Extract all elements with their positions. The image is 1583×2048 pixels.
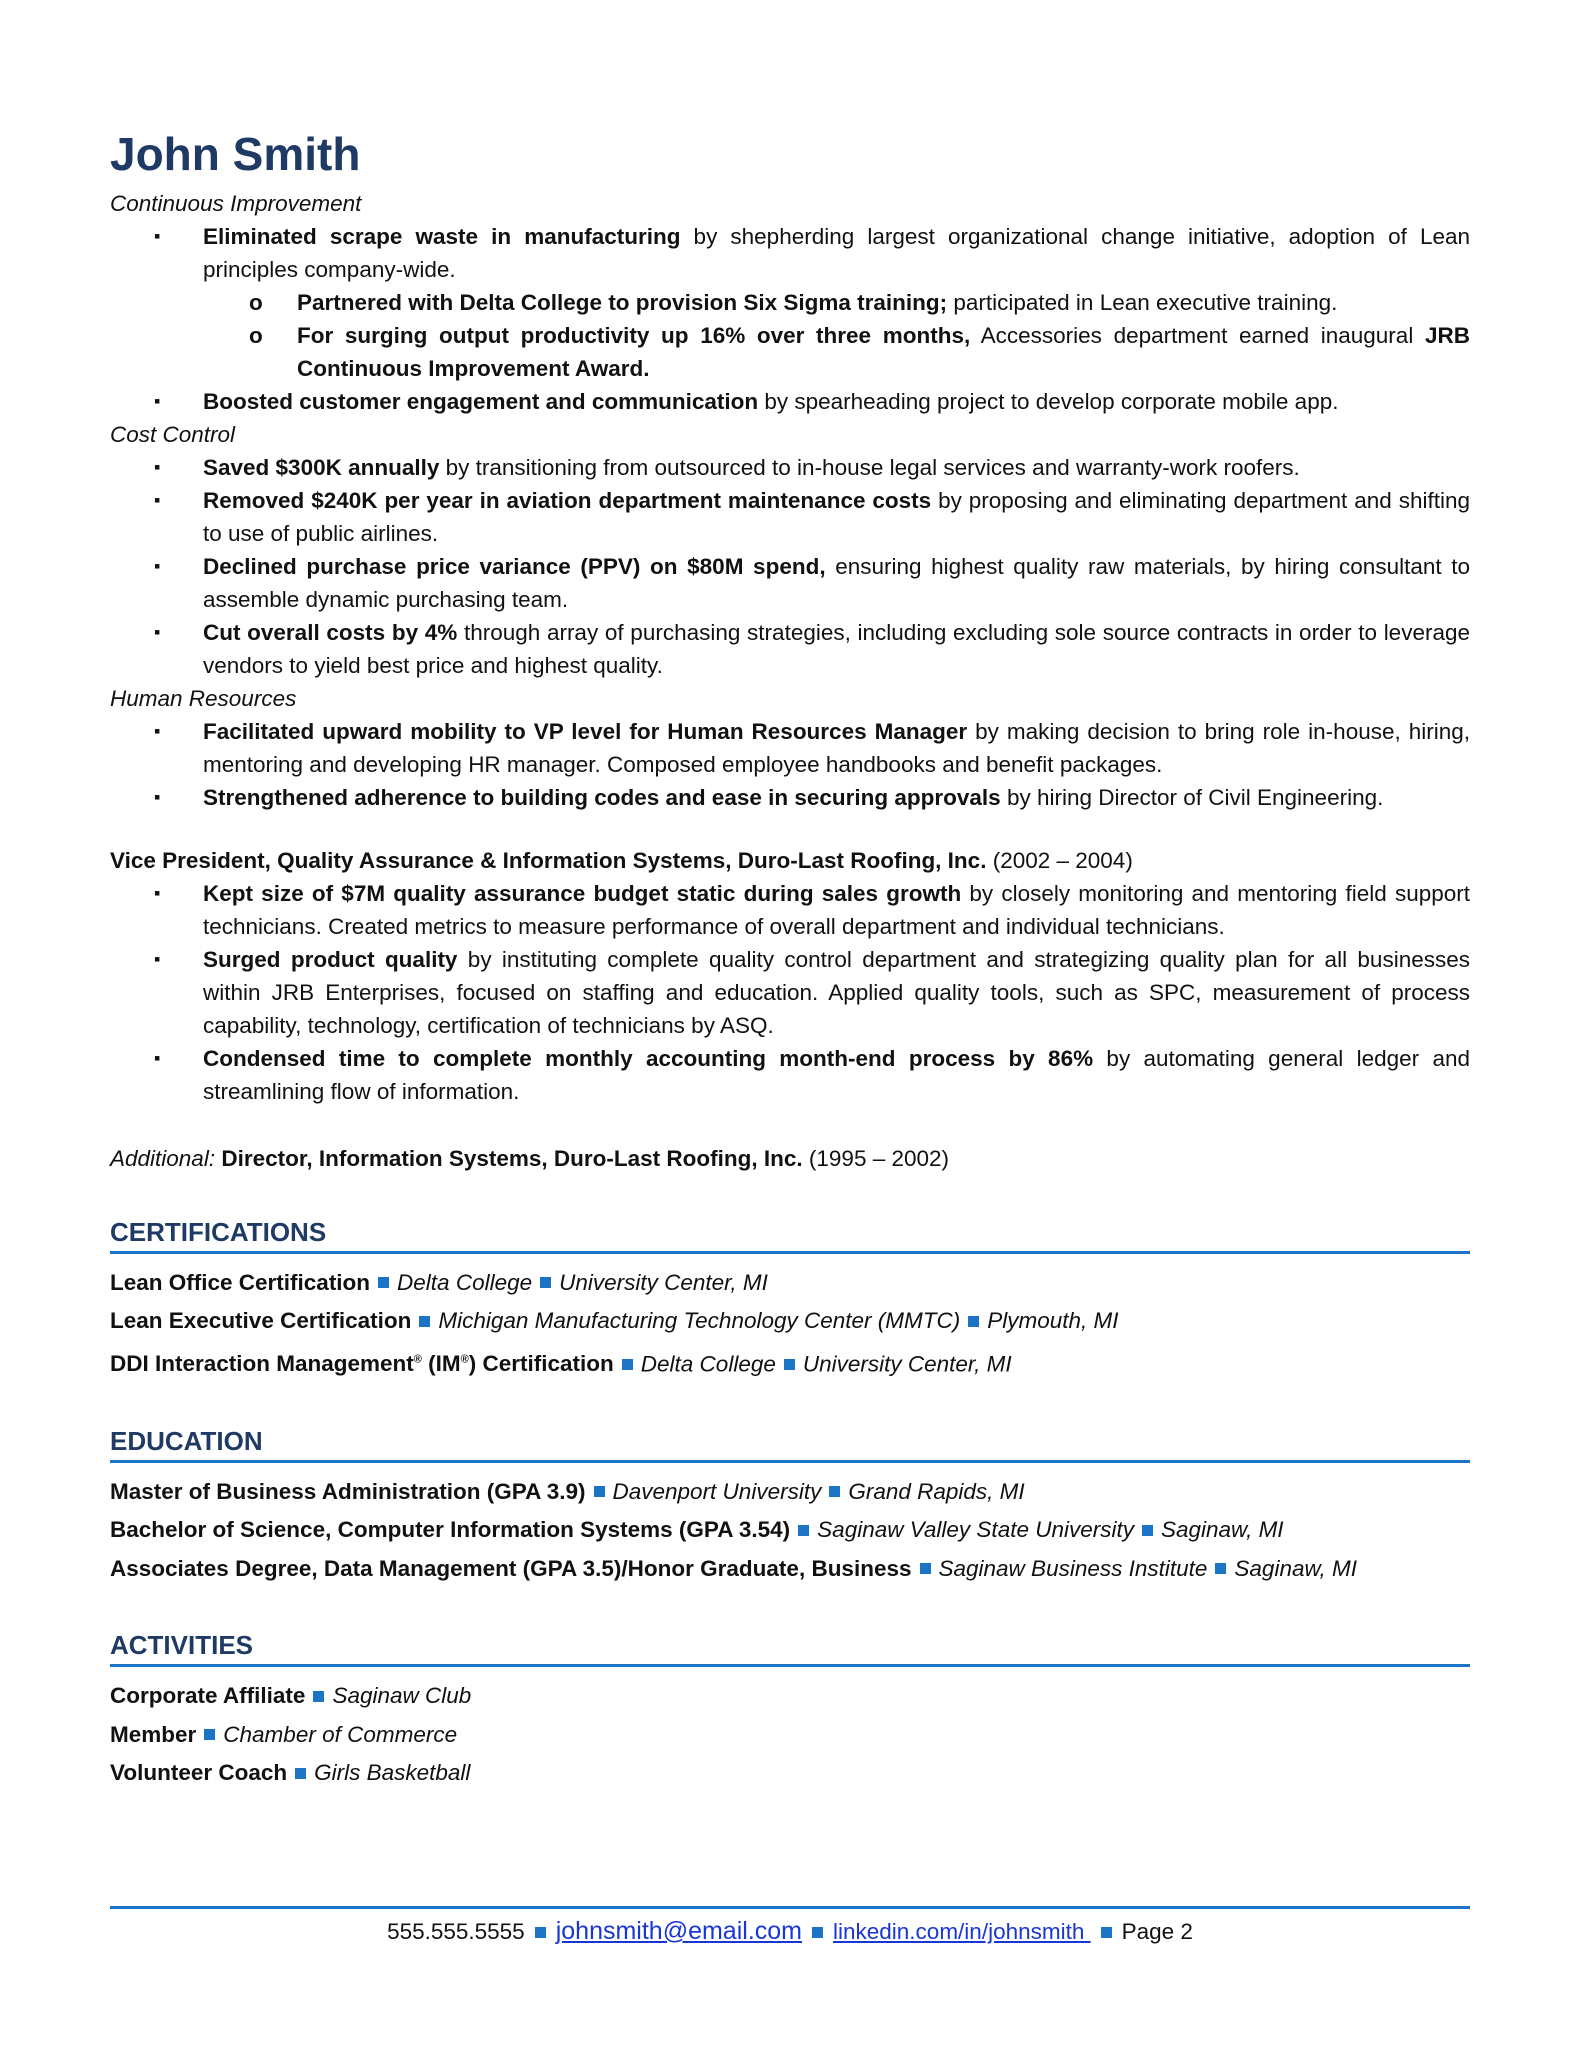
- entry-org: Davenport University: [612, 1478, 822, 1504]
- square-bullet-icon: [313, 1691, 324, 1702]
- certifications-section: [110, 1215, 1470, 1384]
- entry-name: Lean Office Certification: [110, 1269, 371, 1295]
- additional-label: Additional:: [110, 1145, 216, 1171]
- square-bullet-icon: [378, 1277, 389, 1288]
- square-bullet-icon: [204, 1729, 215, 1740]
- bullet-bold: Removed $240K per year in aviation department maintenance costs: [203, 487, 932, 513]
- entry-org: Michigan Manufacturing Technology Center (MMTC): [438, 1308, 961, 1334]
- job-dates: (2002 – 2004): [986, 847, 1133, 873]
- bullet-list: [110, 451, 1470, 682]
- group-cost-control: [110, 418, 1470, 682]
- entry-name-part: (IM: [421, 1351, 461, 1377]
- section-divider: [110, 1460, 1470, 1463]
- entry-place: University Center, MI: [559, 1269, 768, 1295]
- bullet-text: by shepherding largest organizational change initiative, adoption of Lean principles company-wide.: [203, 223, 1470, 282]
- group-heading: Cost Control: [110, 421, 236, 447]
- bullet-bold: Partnered with Delta College to provision Six Sigma training;: [297, 289, 948, 315]
- square-bullet-icon: [540, 1277, 551, 1288]
- list-item: [110, 715, 1470, 781]
- bullet-text: by transitioning from outsourced to in-house legal services and warranty-work roofers.: [439, 454, 1300, 480]
- square-bullet-icon: [1101, 1927, 1112, 1938]
- entry-name: Master of Business Administration (GPA 3.9): [110, 1478, 586, 1504]
- list-item: [110, 781, 1470, 814]
- registered-mark: ®: [460, 1353, 469, 1366]
- entry-place: University Center, MI: [802, 1351, 1012, 1377]
- bullet-bold: Declined purchase price variance (PPV) on $80M spend,: [203, 553, 826, 579]
- activity-entry: [110, 1677, 1470, 1716]
- entry-name: Corporate Affiliate: [110, 1683, 306, 1709]
- square-bullet-icon: [295, 1768, 306, 1779]
- bullet-bold: Boosted customer engagement and communication: [203, 388, 759, 414]
- bullet-list: [110, 715, 1470, 814]
- bullet-bold: Eliminated scrape waste in manufacturing: [203, 223, 681, 249]
- certification-entry: [110, 1302, 1470, 1341]
- square-bullet-icon: [798, 1525, 809, 1536]
- bullet-text: by hiring Director of Civil Engineering.: [1000, 784, 1384, 810]
- bullet-text: Accessories department earned inaugural: [970, 322, 1425, 348]
- section-title: CERTIFICATIONS: [110, 1216, 327, 1247]
- candidate-name: John Smith: [110, 128, 361, 180]
- list-item: [110, 616, 1470, 682]
- square-bullet-icon: [812, 1927, 823, 1938]
- bullet-text: by closely monitoring and mentoring field support technicians. Created metrics to measure performance of overall department and individual technicians.: [203, 880, 1470, 939]
- square-bullet-icon: [622, 1359, 633, 1370]
- square-bullet-icon: [968, 1316, 979, 1327]
- job-title: Vice President, Quality Assurance & Information Systems, Duro-Last Roofing, Inc.: [110, 847, 987, 873]
- bullet-bold: Strengthened adherence to building codes and ease in securing approvals: [203, 784, 1001, 810]
- list-item: [203, 319, 1470, 385]
- bullet-text: ensuring highest quality raw materials, by hiring consultant to assemble dynamic purchasing team.: [203, 553, 1470, 612]
- group-continuous-improvement: [110, 187, 1470, 418]
- entry-org: Girls Basketball: [314, 1760, 471, 1786]
- square-bullet-icon: [1142, 1525, 1153, 1536]
- bullet-bold: Facilitated upward mobility to VP level for Human Resources Manager: [203, 718, 968, 744]
- square-bullet-icon: [419, 1316, 430, 1327]
- entry-name: Lean Executive Certification: [110, 1308, 412, 1334]
- job-vice-president: [110, 844, 1470, 1108]
- square-bullet-icon: [1215, 1563, 1226, 1574]
- list-item: [110, 877, 1470, 943]
- list-item: [110, 550, 1470, 616]
- bullet-bold: JRB Continuous Improvement Award.: [297, 322, 1470, 381]
- education-entry: [110, 1511, 1470, 1550]
- activity-entry: [110, 1716, 1470, 1755]
- entry-org: Delta College: [640, 1351, 776, 1377]
- resume-page: [110, 128, 1470, 1793]
- section-divider: [110, 1251, 1470, 1254]
- bullet-list: [110, 877, 1470, 1108]
- footer-divider: [110, 1906, 1470, 1909]
- list-item: [110, 1042, 1470, 1108]
- education-section: [110, 1424, 1470, 1589]
- section-title: ACTIVITIES: [110, 1630, 254, 1661]
- square-bullet-icon: [535, 1927, 546, 1938]
- entry-name-part: DDI Interaction Management: [110, 1351, 414, 1377]
- entry-org: Delta College: [397, 1269, 533, 1295]
- entry-org: Saginaw Club: [332, 1683, 472, 1709]
- bullet-bold: Condensed time to complete monthly accounting month-end process by 86%: [203, 1045, 1094, 1071]
- entry-org: Saginaw Valley State University: [817, 1517, 1134, 1543]
- job-heading: [110, 844, 1470, 877]
- group-human-resources: [110, 682, 1470, 814]
- group-heading: Human Resources: [110, 685, 297, 711]
- bullet-text: by automating general ledger and streamlining flow of information.: [203, 1045, 1470, 1104]
- footer-linkedin-link[interactable]: linkedin.com/in/johnsmith: [833, 1919, 1091, 1944]
- education-entry: [110, 1473, 1470, 1512]
- bullet-bold: For surging output productivity up 16% over three months,: [297, 322, 971, 348]
- entry-place: Saginaw, MI: [1234, 1555, 1357, 1581]
- entry-name: Bachelor of Science, Computer Information Systems (GPA 3.54): [110, 1517, 791, 1543]
- bullet-bold: Cut overall costs by 4%: [203, 619, 458, 645]
- entry-name: [110, 1351, 614, 1376]
- entry-name: Associates Degree, Data Management (GPA 3.5)/Honor Graduate, Business: [110, 1555, 912, 1581]
- section-divider: [110, 1664, 1470, 1667]
- certification-entry: [110, 1341, 1470, 1384]
- sub-bullet-list: [203, 286, 1470, 385]
- bullet-text: by instituting complete quality control department and strategizing quality plan for all businesses within JRB Enterprises, focused on staffing and education. Applied quality tools, such as SPC, measurement of process capability, technology, certification of technicians by ASQ.: [203, 946, 1470, 1038]
- bullet-bold: Kept size of $7M quality assurance budget static during sales growth: [203, 880, 962, 906]
- square-bullet-icon: [784, 1359, 795, 1370]
- bullet-bold: Saved $300K annually: [203, 454, 440, 480]
- registered-mark: ®: [413, 1353, 422, 1366]
- entry-name-part: ) Certification: [468, 1351, 614, 1377]
- entry-org: Saginaw Business Institute: [938, 1555, 1208, 1581]
- bullet-text: through array of purchasing strategies, including excluding sole source contracts in order to leverage vendors to yield best price and highest quality.: [203, 619, 1470, 678]
- list-item: [110, 220, 1470, 385]
- activity-entry: [110, 1754, 1470, 1793]
- activities-section: [110, 1628, 1470, 1793]
- square-bullet-icon: [920, 1563, 931, 1574]
- list-item: [110, 484, 1470, 550]
- bullet-text: by spearheading project to develop corporate mobile app.: [758, 388, 1339, 414]
- page-footer: [110, 1914, 1470, 1949]
- bullet-list: [110, 220, 1470, 418]
- list-item: [110, 451, 1470, 484]
- certification-entry: [110, 1264, 1470, 1303]
- education-entry: [110, 1550, 1470, 1589]
- list-item: [110, 943, 1470, 1042]
- additional-role: [110, 1142, 1470, 1175]
- additional-title: Director, Information Systems, Duro-Last Roofing, Inc.: [215, 1145, 803, 1171]
- list-item: [110, 385, 1470, 418]
- entry-place: Saginaw, MI: [1161, 1517, 1284, 1543]
- list-item: [203, 286, 1470, 319]
- entry-place: Grand Rapids, MI: [848, 1478, 1025, 1504]
- footer-email-link[interactable]: johnsmith@email.com: [555, 1917, 802, 1945]
- footer-page-number: Page 2: [1121, 1919, 1193, 1944]
- bullet-text: by making decision to bring role in-house, hiring, mentoring and developing HR manager. Composed employee handbooks and benefit packages.: [203, 718, 1470, 777]
- entry-org: Chamber of Commerce: [223, 1721, 458, 1747]
- bullet-bold: Surged product quality: [203, 946, 458, 972]
- footer-phone: 555.555.5555: [387, 1919, 525, 1944]
- group-heading: Continuous Improvement: [110, 190, 362, 216]
- entry-place: Plymouth, MI: [987, 1308, 1119, 1334]
- section-title: EDUCATION: [110, 1425, 263, 1456]
- square-bullet-icon: [594, 1486, 605, 1497]
- entry-name: Member: [110, 1721, 197, 1747]
- square-bullet-icon: [829, 1486, 840, 1497]
- bullet-text: by proposing and eliminating department and shifting to use of public airlines.: [203, 487, 1470, 546]
- additional-dates: (1995 – 2002): [802, 1145, 950, 1171]
- bullet-text: participated in Lean executive training.: [947, 289, 1338, 315]
- entry-name: Volunteer Coach: [110, 1760, 288, 1786]
